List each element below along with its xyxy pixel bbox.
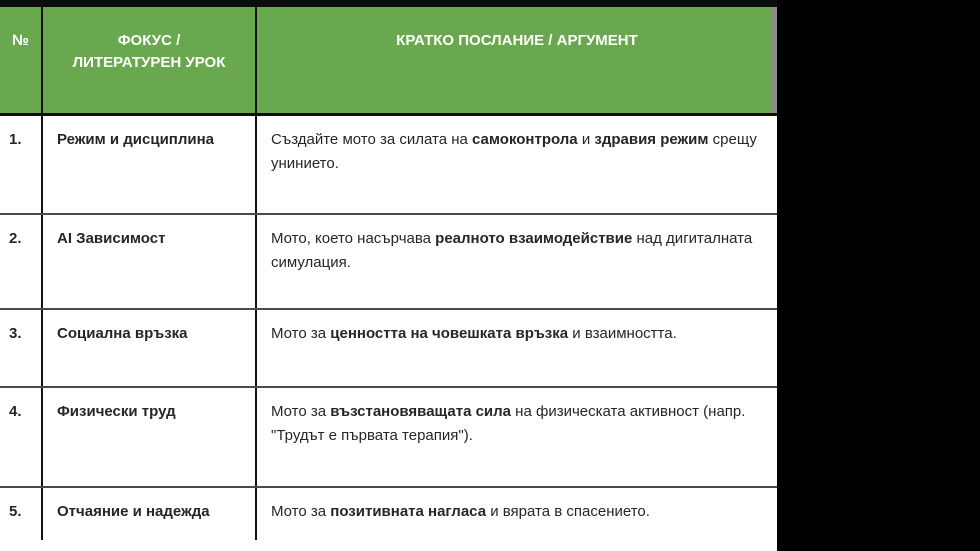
header-right-edge — [772, 7, 777, 113]
table-header-row — [0, 7, 777, 116]
row-focus: Физически труд — [41, 388, 255, 486]
row-number: 2. — [9, 230, 22, 247]
message-segment: Мото за — [271, 325, 331, 342]
message-segment: Създайте мото за силата на — [271, 131, 473, 148]
header-cell-number — [0, 7, 41, 113]
header-cell-focus — [41, 7, 255, 113]
row-number: 3. — [9, 325, 22, 342]
message-segment-bold: възстановяващата сила — [330, 403, 512, 420]
message-segment-bold: реалното взаимодействие — [435, 230, 633, 247]
row-message — [255, 215, 777, 308]
message-segment: и — [577, 131, 595, 148]
row-message — [255, 488, 777, 540]
header-message-label: КРАТКО ПОСЛАНИЕ / АРГУМЕНТ — [396, 32, 638, 49]
message-segment-bold: ценността на човешката връзка — [330, 325, 569, 342]
message-segment: Мото за — [271, 503, 331, 520]
message-segment: на физическата активност (напр. "Трудът е първата терапия"). — [271, 403, 746, 444]
message-segment: и вярата в спасението. — [486, 503, 650, 520]
header-focus-line1: ФОКУС / — [117, 32, 181, 49]
row-number: 4. — [9, 403, 22, 420]
message-segment-bold: здравия режим — [594, 131, 709, 148]
row-message — [255, 116, 777, 213]
row-message — [255, 310, 777, 386]
message-segment: над дигиталната симулация. — [271, 230, 753, 271]
table-row — [0, 310, 777, 388]
row-number: 5. — [9, 503, 22, 520]
header-cell-message — [255, 7, 777, 113]
message-segment: срещу унинието. — [271, 131, 757, 172]
row-focus: AI Зависимост — [41, 215, 255, 308]
message-segment: Мото за — [271, 403, 331, 420]
row-focus: Режим и дисциплина — [41, 116, 255, 213]
row-focus: Социална връзка — [41, 310, 255, 386]
message-segment: Мото, което насърчава — [271, 230, 436, 247]
header-focus-line2: ЛИТЕРАТУРЕН УРОК — [72, 54, 226, 71]
message-segment-bold: самоконтрола — [472, 131, 578, 148]
table-row — [0, 488, 777, 540]
table-row — [0, 388, 777, 488]
row-focus: Отчаяние и надежда — [41, 488, 255, 540]
header-number-label: № — [12, 32, 29, 49]
row-message — [255, 388, 777, 486]
message-segment: и взаимността. — [568, 325, 677, 342]
table-row — [0, 116, 777, 215]
message-segment-bold: позитивната нагласа — [330, 503, 487, 520]
row-number: 1. — [9, 131, 22, 148]
table-row — [0, 215, 777, 310]
